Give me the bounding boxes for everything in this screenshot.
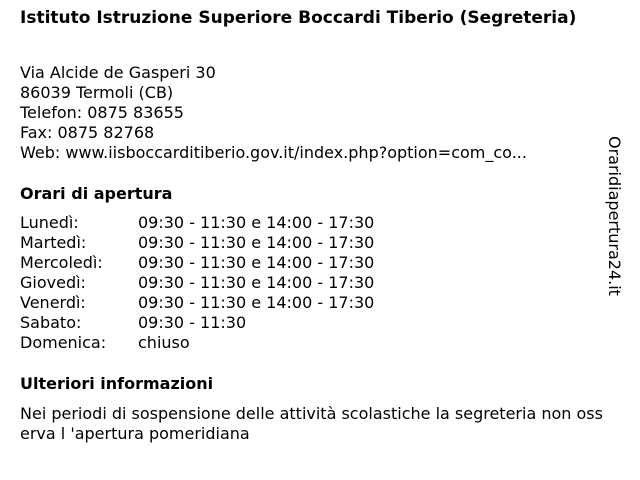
website-link[interactable]: Web: www.iisboccarditiberio.gov.it/index.php?option=com_co...	[20, 143, 527, 162]
page-title: Istituto Istruzione Superiore Boccardi Tiberio (Segreteria)	[20, 8, 577, 28]
hours-row-tuesday	[20, 233, 374, 253]
day-label: Sabato:	[20, 313, 82, 332]
city-address: 86039 Termoli (CB)	[20, 83, 174, 102]
opening-hours-heading: Orari di apertura	[20, 184, 173, 203]
time-value: 09:30 - 11:30 e 14:00 - 17:30	[138, 233, 375, 252]
day-label: Lunedì:	[20, 213, 79, 232]
time-value: 09:30 - 11:30 e 14:00 - 17:30	[138, 213, 375, 232]
opening-hours-table	[20, 213, 374, 353]
hours-row-monday	[20, 213, 374, 233]
street-address: Via Alcide de Gasperi 30	[20, 63, 216, 82]
address-block	[20, 63, 527, 163]
hours-row-sunday	[20, 333, 374, 353]
site-watermark: Oraridiapertura24.it	[605, 136, 624, 296]
time-value: 09:30 - 11:30 e 14:00 - 17:30	[138, 253, 375, 272]
extra-info-text: Nei periodi di sospensione delle attività scolastiche la segreteria non osserva l 'apertura pomeridiana	[20, 404, 603, 443]
time-value: 09:30 - 11:30	[138, 313, 247, 332]
day-label: Domenica:	[20, 333, 107, 352]
day-label: Martedì:	[20, 233, 87, 252]
hours-row-wednesday	[20, 253, 374, 273]
fax-number: Fax: 0875 82768	[20, 123, 155, 142]
day-label: Venerdì:	[20, 293, 86, 312]
phone-number: Telefon: 0875 83655	[20, 103, 184, 122]
extra-info-heading: Ulteriori informazioni	[20, 374, 214, 393]
hours-row-friday	[20, 293, 374, 313]
day-label: Giovedì:	[20, 273, 86, 292]
time-value: 09:30 - 11:30 e 14:00 - 17:30	[138, 273, 375, 292]
hours-row-saturday	[20, 313, 374, 333]
hours-row-thursday	[20, 273, 374, 293]
day-label: Mercoledì:	[20, 253, 103, 272]
time-value: 09:30 - 11:30 e 14:00 - 17:30	[138, 293, 375, 312]
time-value: chiuso	[138, 333, 190, 352]
